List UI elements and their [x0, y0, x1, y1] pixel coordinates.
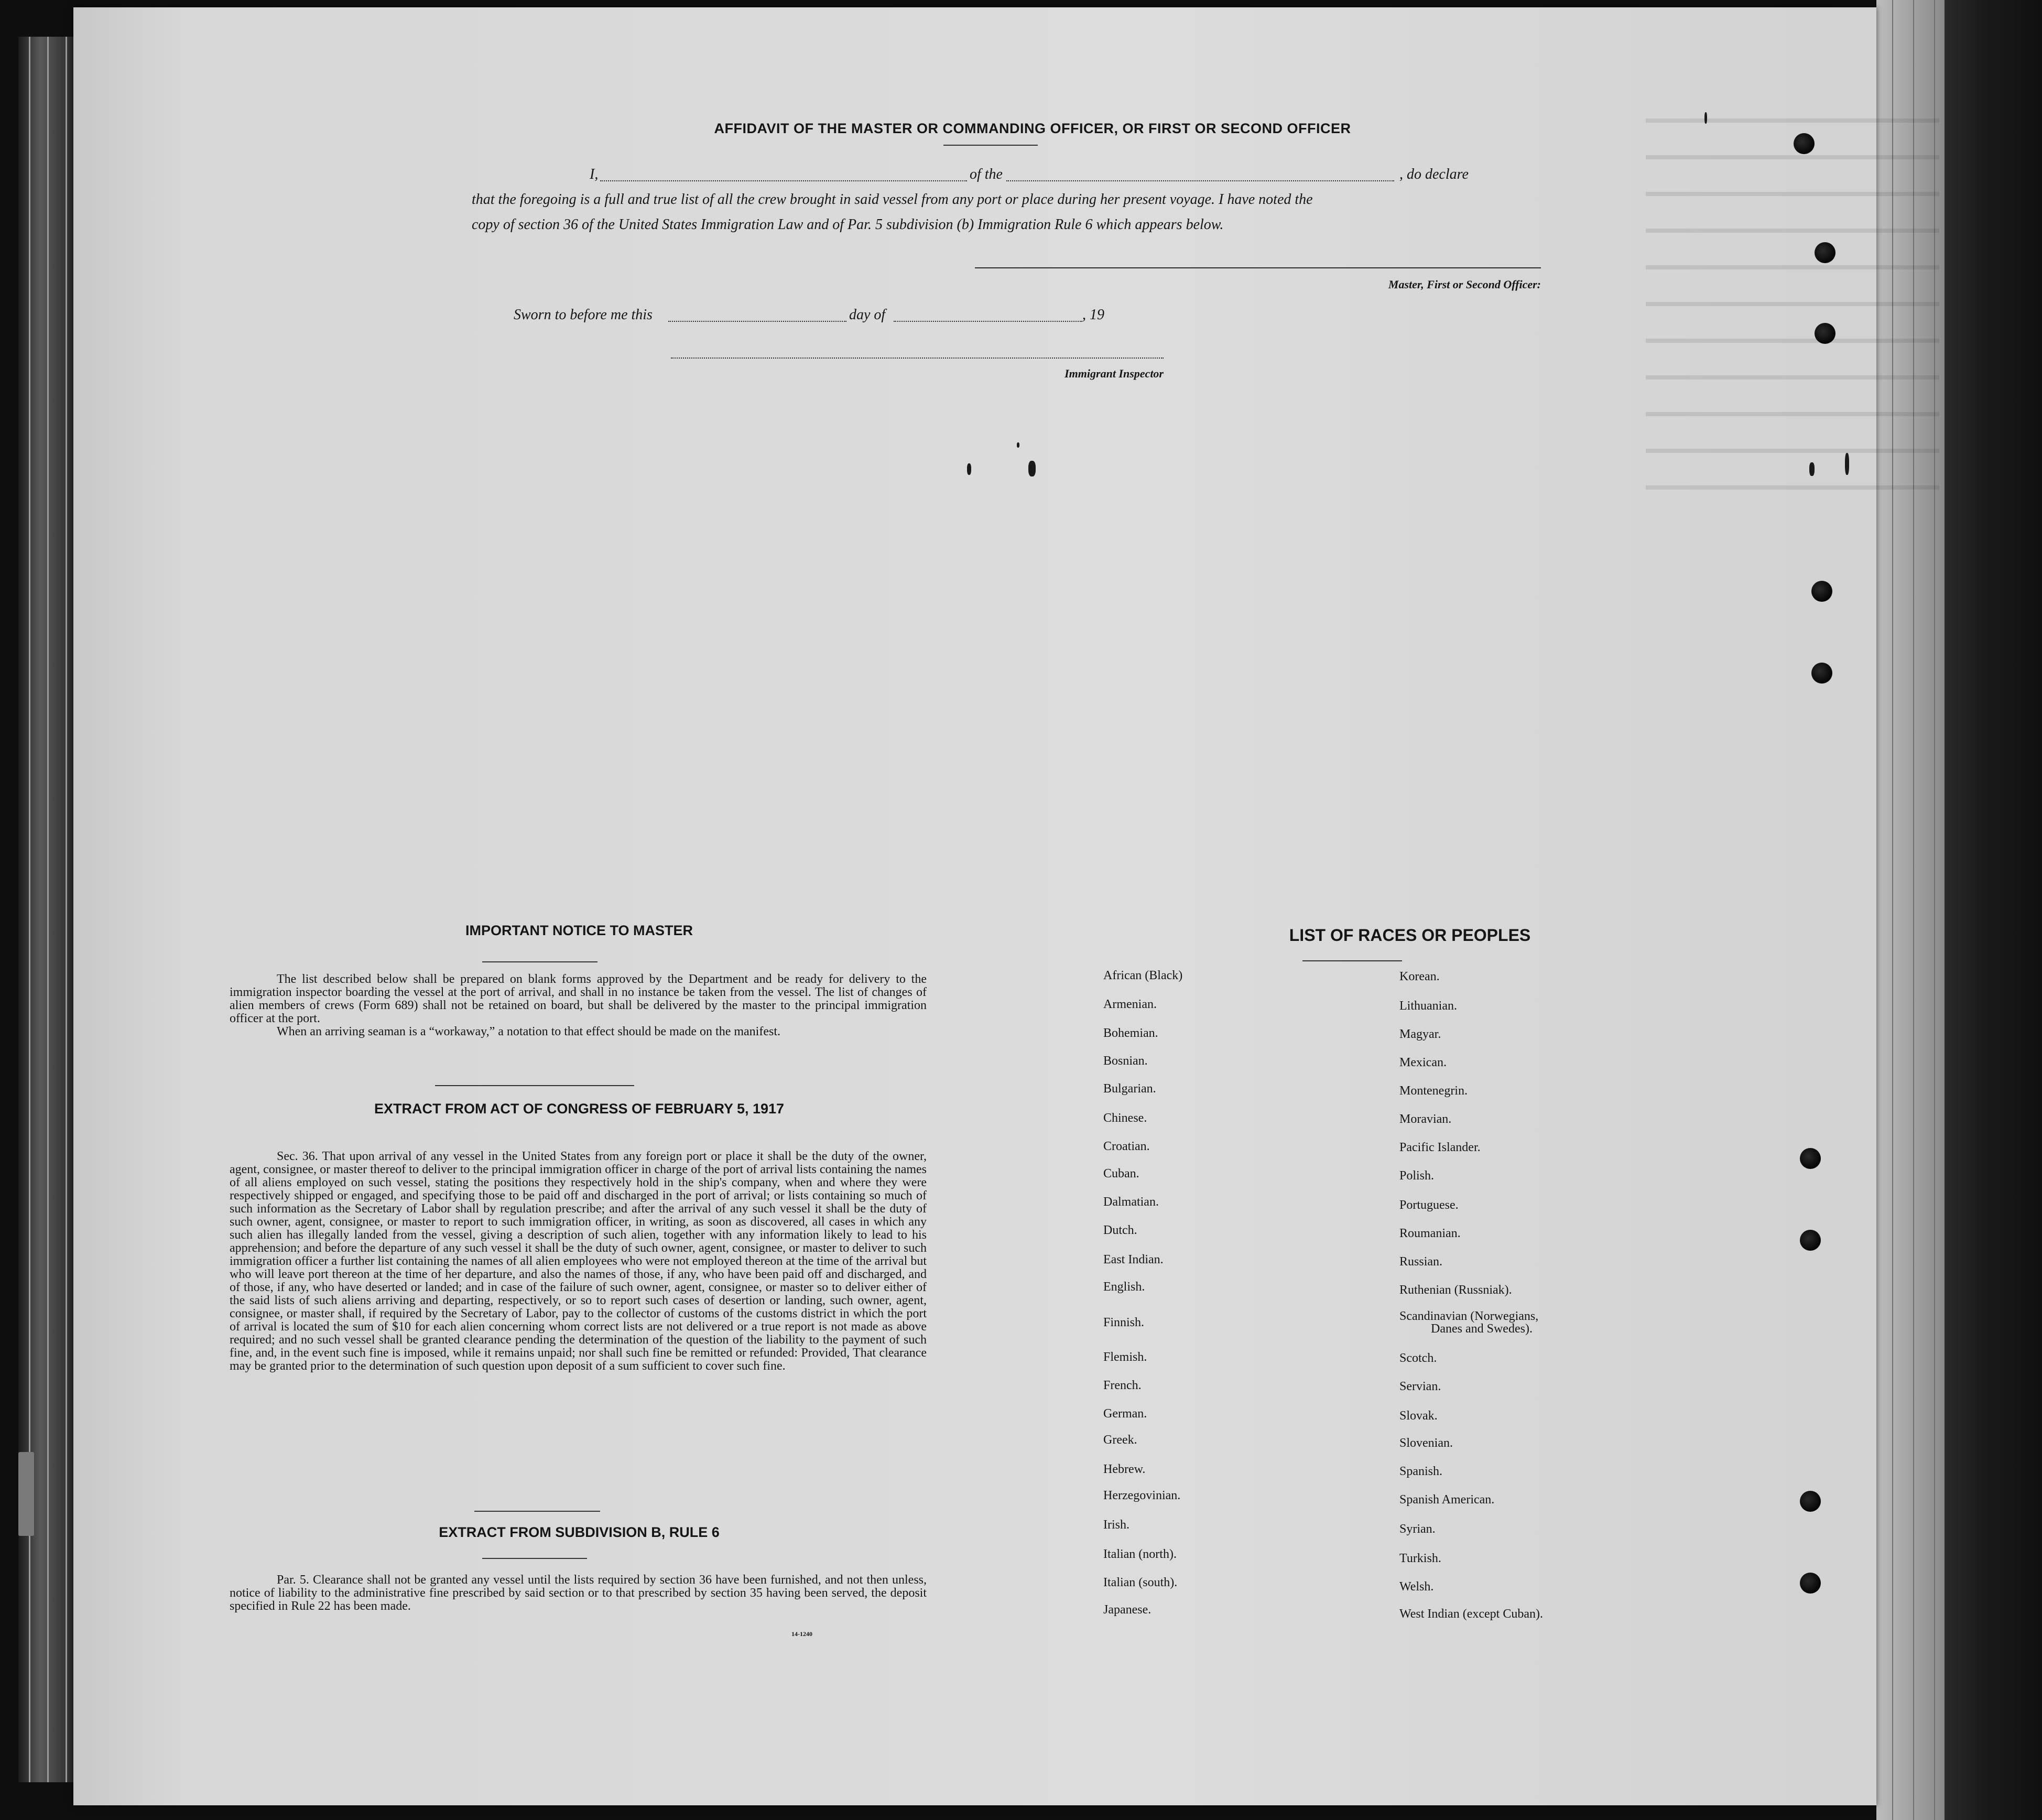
- race-item: Welsh.: [1399, 1580, 1434, 1594]
- vessel-name-field[interactable]: [1006, 180, 1394, 181]
- race-item: Russian.: [1399, 1255, 1443, 1269]
- affidavit-title: AFFIDAVIT OF THE MASTER OR COMMANDING OFFICER, OR FIRST OR SECOND OFFICER: [714, 121, 1351, 136]
- race-item: Bohemian.: [1103, 1026, 1158, 1040]
- race-item: Syrian.: [1399, 1522, 1436, 1536]
- sworn-month-field[interactable]: [894, 321, 1082, 322]
- race-item: Moravian.: [1399, 1112, 1452, 1126]
- ink-mark: [1704, 112, 1707, 124]
- race-item: Scandinavian (Norwegians,: [1399, 1309, 1539, 1323]
- title-rule: [943, 145, 1038, 146]
- section-36-text: Sec. 36. That upon arrival of any vessel in the United States from any foreign port or place it shall be the duty of the owner, agent, consignee, or master thereof to deliver to the principal immigration officer in charge of the port of arrival lists containing the names of all aliens employed on such vessel, stating the positions they respectively hold in the ship's company, when and where they were respectively shipped or engaged, and specifying those to be paid off and discharged in the port of arrival; or lists containing so much of such information as the Secretary of Labor shall by regulation prescribe; and after the arrival of any such vessel it shall be the duty of such owner, agent, consignee, or master to report to such immigration officer, in writing, as soon as discovered, all cases in which any such alien has illegally landed from the vessel, giving a description of such alien, together with any information likely to lead to his apprehension; and before the departure of any such vessel it shall be the duty of such owner, agent, consignee, or master to deliver to such immigration officer a further list containing the names of all alien employees who were not employed thereon at the time of the arrival but who will leave port thereon at the time of her departure, and also the names of those, if any, who have been paid off and discharged, and of those, if any, who have deserted or landed; and in case of the failure of such owner, agent, consignee, or master so to deliver either of the said lists of such aliens arriving and departing, respectively, or so to report such cases of desertion or landing, such owner, agent, consignee, or master shall, if required by the Secretary of Labor, pay to the collector of customs of the customs district in which the port of arrival is located the sum of $10 for each alien concerning whom correct lists are not delivered or a true report is not made as above required; and no such vessel shall be granted clearance pending the determination of the question of the liability to the payment of such fine, and, in the event such fine is imposed, while it remains unpaid; nor shall such fine be remitted or refunded: Provided, That clearance may be granted prior to the determination of such question upon deposit of a sum sufficient to cover such fine.: [230, 1150, 927, 1373]
- master-name-field[interactable]: [600, 180, 967, 181]
- race-item: Italian (south).: [1103, 1576, 1178, 1589]
- notice-paragraph-1: The list described below shall be prepared on blank forms approved by the Department and be ready for delivery to the immigration inspector boarding the vessel at the port of arrival, and shall in no instance be taken from the vessel. The list of changes of alien members of crews (Form 689) shall not be retained on board, but shall be delivered by the master to the principal immigration officer at the port.: [230, 972, 927, 1025]
- day-of-label: day of: [849, 307, 886, 323]
- document-page: [73, 7, 1876, 1805]
- race-item: Ruthenian (Russniak).: [1399, 1283, 1512, 1297]
- race-item: Lithuanian.: [1399, 999, 1457, 1013]
- sworn-line: [514, 303, 1195, 327]
- race-item: Bulgarian.: [1103, 1082, 1156, 1096]
- affidavit-declare-label: , do declare: [1399, 166, 1469, 182]
- extract-rule-body: [230, 1574, 927, 1613]
- binder-hole: [1800, 1573, 1821, 1594]
- race-item: Danes and Swedes).: [1431, 1322, 1533, 1336]
- binder-hole: [1815, 242, 1835, 263]
- sworn-label: Sworn to before me this: [514, 307, 653, 323]
- race-item: Dalmatian.: [1103, 1195, 1159, 1209]
- binder-hole: [1815, 323, 1835, 344]
- binder-hole: [1794, 133, 1815, 154]
- race-item: West Indian (except Cuban).: [1399, 1607, 1543, 1621]
- race-item: Scotch.: [1399, 1351, 1437, 1365]
- race-item: Croatian.: [1103, 1140, 1150, 1153]
- race-item: Slovak.: [1399, 1409, 1438, 1423]
- scanner-margin-right: [1945, 0, 2042, 1820]
- race-item: Roumanian.: [1399, 1227, 1461, 1240]
- race-item: Spanish American.: [1399, 1493, 1495, 1507]
- races-title: LIST OF RACES OR PEOPLES: [1289, 926, 1531, 945]
- binding-left-edge: [18, 37, 73, 1782]
- ink-mark: [1028, 461, 1036, 476]
- race-item: Herzegovinian.: [1103, 1489, 1181, 1502]
- race-item: Slovenian.: [1399, 1436, 1453, 1450]
- races-rule: [1302, 960, 1402, 961]
- race-item: Italian (north).: [1103, 1547, 1177, 1561]
- binder-hole: [1811, 581, 1832, 602]
- race-item: Portuguese.: [1399, 1198, 1459, 1212]
- race-item: Cuban.: [1103, 1167, 1139, 1180]
- race-item: Japanese.: [1103, 1603, 1152, 1617]
- extract-rule-title: EXTRACT FROM SUBDIVISION B, RULE 6: [439, 1524, 720, 1540]
- race-item: Chinese.: [1103, 1111, 1147, 1125]
- binder-hole: [1811, 663, 1832, 684]
- race-item: Irish.: [1103, 1518, 1129, 1532]
- binder-hole: [1800, 1230, 1821, 1251]
- race-item: Magyar.: [1399, 1027, 1441, 1041]
- ink-mark: [1809, 462, 1815, 476]
- notice-title: IMPORTANT NOTICE TO MASTER: [465, 923, 693, 938]
- race-item: French.: [1103, 1379, 1142, 1392]
- ink-mark: [1845, 453, 1849, 475]
- affidavit-line-2: that the foregoing is a full and true list of all the crew brought in said vessel from any port or place during her present voyage. I have noted the: [472, 191, 1313, 208]
- race-item: Dutch.: [1103, 1223, 1137, 1237]
- race-item: Greek.: [1103, 1433, 1137, 1447]
- race-item: Turkish.: [1399, 1552, 1441, 1565]
- notice-body: [230, 973, 927, 1038]
- race-item: Pacific Islander.: [1399, 1141, 1481, 1154]
- race-item: Hebrew.: [1103, 1462, 1146, 1476]
- bleed-through: [1646, 86, 1939, 526]
- ink-mark: [1017, 442, 1019, 448]
- notice-paragraph-2: When an arriving seaman is a “workaway,” a notation to that effect should be made on the manifest.: [277, 1025, 780, 1038]
- section-divider: [474, 1511, 600, 1512]
- race-item: German.: [1103, 1407, 1147, 1421]
- race-item: Bosnian.: [1103, 1054, 1148, 1068]
- affidavit-line-1: [514, 162, 1562, 187]
- binder-hole: [1800, 1491, 1821, 1512]
- master-signature-line[interactable]: [975, 267, 1541, 268]
- inspector-signature-line[interactable]: [671, 358, 1164, 359]
- notice-rule: [482, 961, 598, 962]
- race-item: Polish.: [1399, 1169, 1435, 1183]
- race-item: East Indian.: [1103, 1253, 1164, 1266]
- race-item: Mexican.: [1399, 1056, 1447, 1069]
- ink-mark: [967, 463, 971, 475]
- race-item: African (Black): [1103, 969, 1183, 982]
- race-item: Flemish.: [1103, 1350, 1147, 1364]
- master-signature-caption: Master, First or Second Officer:: [1388, 278, 1541, 291]
- race-item: Spanish.: [1399, 1465, 1443, 1478]
- race-item: Montenegrin.: [1399, 1084, 1468, 1098]
- affidavit-i-label: I,: [590, 166, 599, 182]
- race-item: Armenian.: [1103, 998, 1157, 1011]
- section-divider: [435, 1085, 634, 1086]
- race-item: Korean.: [1399, 970, 1440, 983]
- sworn-day-field[interactable]: [668, 321, 846, 322]
- binder-hole: [1800, 1148, 1821, 1169]
- year-prefix-label: , 19: [1082, 307, 1104, 323]
- extract-act-body: [230, 1150, 927, 1373]
- extract-act-title: EXTRACT FROM ACT OF CONGRESS OF FEBRUARY 5, 1917: [374, 1101, 785, 1117]
- race-item: Finnish.: [1103, 1316, 1145, 1329]
- form-number: 14-1240: [791, 1630, 812, 1638]
- paragraph-5-text: Par. 5. Clearance shall not be granted any vessel until the lists required by section 36 have been furnished, and not then unless, notice of liability to the administrative fine prescribed by said section or to that prescribed by section 35 having been served, the deposit specified in Rule 22 has been made.: [230, 1573, 927, 1613]
- race-item: Servian.: [1399, 1380, 1441, 1393]
- race-item: English.: [1103, 1280, 1145, 1294]
- affidavit-of-the-label: of the: [970, 166, 1003, 182]
- affidavit-line-3: copy of section 36 of the United States Immigration Law and of Par. 5 subdivision (b) Immigration Rule 6 which appears below.: [472, 216, 1224, 233]
- title-rule: [482, 1558, 587, 1559]
- inspector-caption: Immigrant Inspector: [1065, 367, 1164, 380]
